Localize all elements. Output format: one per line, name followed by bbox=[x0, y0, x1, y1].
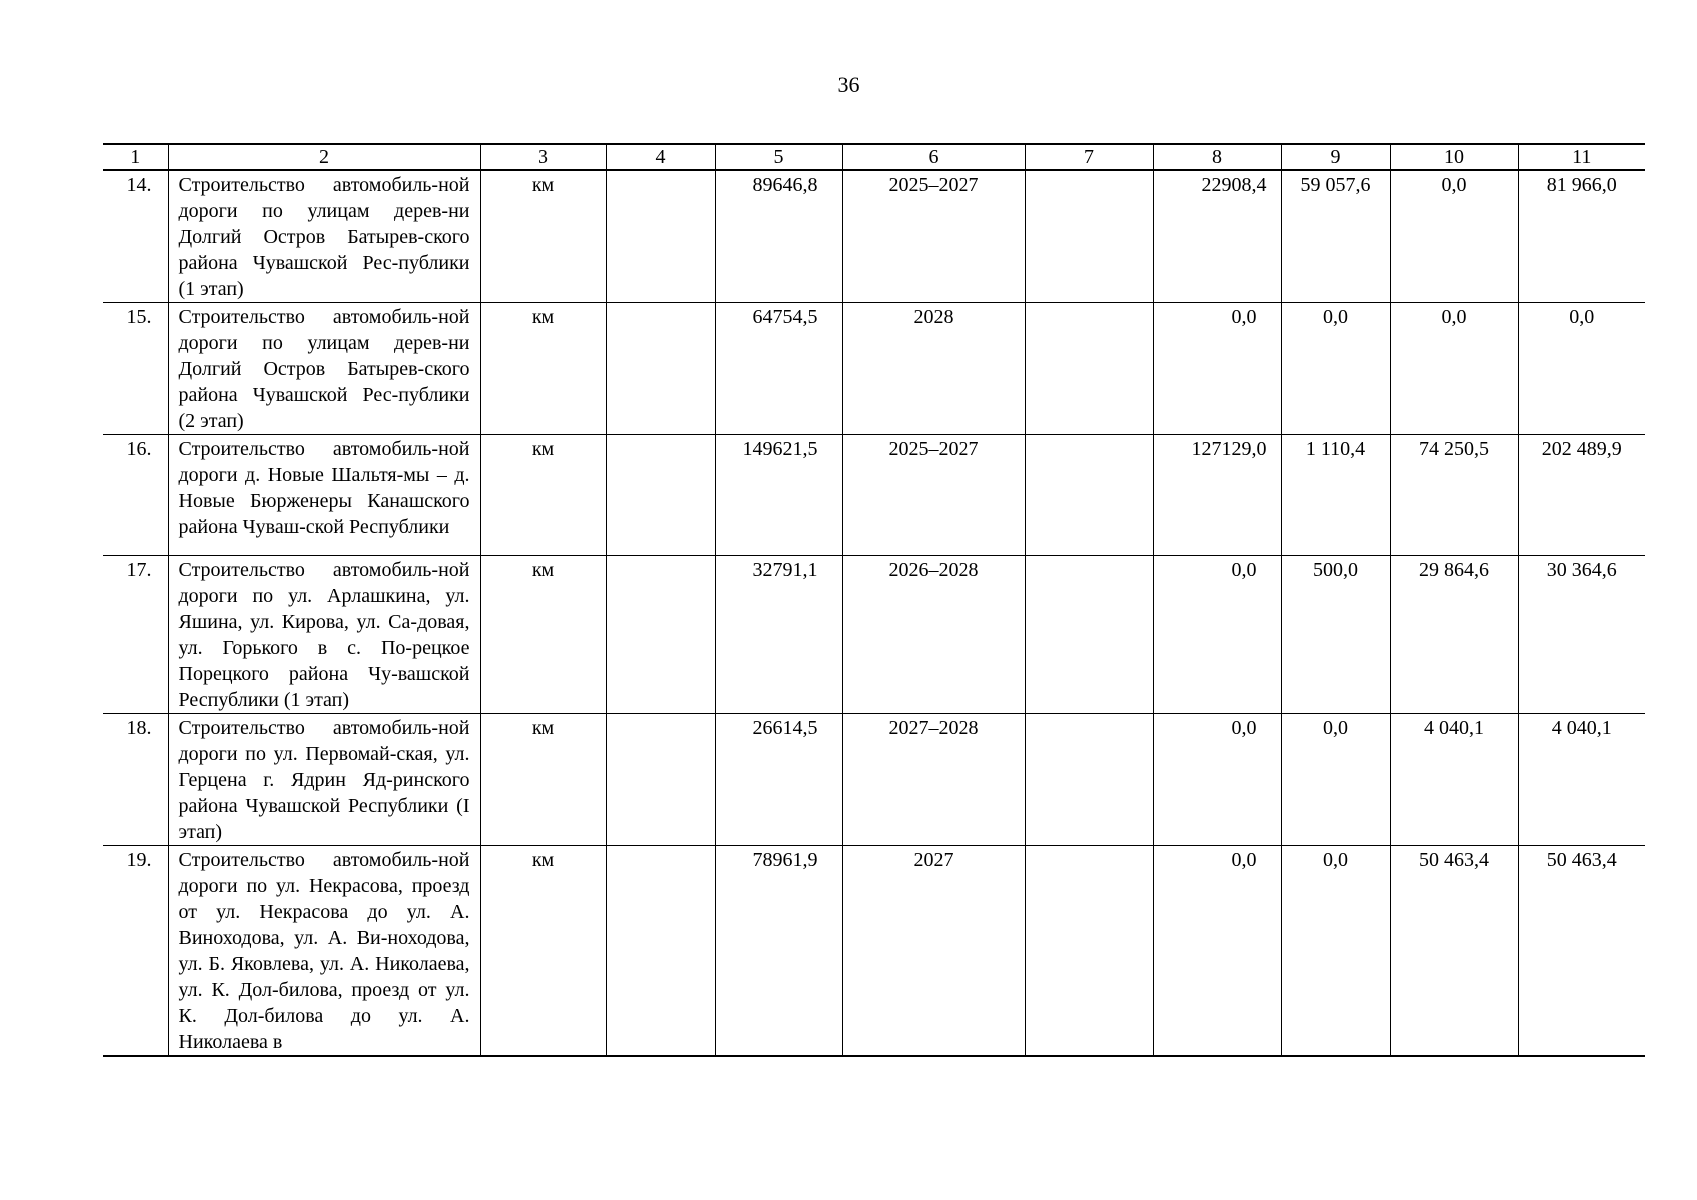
header-col-3: 3 bbox=[480, 144, 606, 170]
cell-col-11: 50 463,4 bbox=[1518, 846, 1645, 1057]
object-name: Строительство автомобиль-ной дороги по ул. Первомай-ская, ул. Герцена г. Ядрин Яд-ринского района Чувашской Республики (I этап) bbox=[168, 714, 480, 846]
table-row bbox=[103, 556, 1645, 714]
table-row bbox=[103, 303, 1645, 435]
header-col-2: 2 bbox=[168, 144, 480, 170]
cell-col-6: 2026–2028 bbox=[842, 556, 1025, 714]
cell-col-4 bbox=[606, 303, 715, 435]
unit-cell: км bbox=[480, 170, 606, 303]
cell-col-7 bbox=[1025, 303, 1153, 435]
cell-col-9: 500,0 bbox=[1281, 556, 1390, 714]
cell-col-4 bbox=[606, 556, 715, 714]
cell-col-11: 0,0 bbox=[1518, 303, 1645, 435]
header-col-10: 10 bbox=[1390, 144, 1518, 170]
cell-col-5: 26614,5 bbox=[715, 714, 842, 846]
cell-col-6: 2025–2027 bbox=[842, 170, 1025, 303]
cell-col-10: 4 040,1 bbox=[1390, 714, 1518, 846]
cell-col-9: 59 057,6 bbox=[1281, 170, 1390, 303]
cell-col-10: 0,0 bbox=[1390, 303, 1518, 435]
object-name: Строительство автомобиль-ной дороги по ул. Некрасова, проезд от ул. Некрасова до ул. А. Виноходова, ул. А. Ви-ноходова, ул. Б. Яковлева, ул. А. Николаева, ул. К. Дол-билова, проезд от ул. К. Дол-билова до ул. А. Николаева в bbox=[168, 846, 480, 1057]
table-row bbox=[103, 435, 1645, 556]
cell-col-7 bbox=[1025, 170, 1153, 303]
cell-col-5: 89646,8 bbox=[715, 170, 842, 303]
cell-col-10: 0,0 bbox=[1390, 170, 1518, 303]
row-number: 19. bbox=[103, 846, 168, 1057]
cell-col-6: 2028 bbox=[842, 303, 1025, 435]
object-name: Строительство автомобиль-ной дороги по ул. Арлашкина, ул. Яшина, ул. Кирова, ул. Са-довая, ул. Горького в с. По-рецкое Порецкого района Чу-вашской Республики (1 этап) bbox=[168, 556, 480, 714]
cell-col-10: 29 864,6 bbox=[1390, 556, 1518, 714]
cell-col-5: 78961,9 bbox=[715, 846, 842, 1057]
cell-col-9: 0,0 bbox=[1281, 303, 1390, 435]
cell-col-5: 32791,1 bbox=[715, 556, 842, 714]
cell-col-8: 22908,4 bbox=[1153, 170, 1281, 303]
object-name: Строительство автомобиль-ной дороги д. Новые Шальтя-мы – д. Новые Бюрженеры Канашского района Чуваш-ской Республики bbox=[168, 435, 480, 556]
cell-col-8: 0,0 bbox=[1153, 556, 1281, 714]
table-row bbox=[103, 846, 1645, 1057]
cell-col-8: 0,0 bbox=[1153, 303, 1281, 435]
header-col-7: 7 bbox=[1025, 144, 1153, 170]
cell-col-6: 2025–2027 bbox=[842, 435, 1025, 556]
cell-col-4 bbox=[606, 714, 715, 846]
cell-col-7 bbox=[1025, 435, 1153, 556]
cell-col-7 bbox=[1025, 556, 1153, 714]
cell-col-7 bbox=[1025, 714, 1153, 846]
cell-col-9: 0,0 bbox=[1281, 846, 1390, 1057]
unit-cell: км bbox=[480, 435, 606, 556]
cell-col-7 bbox=[1025, 846, 1153, 1057]
row-number: 15. bbox=[103, 303, 168, 435]
object-name: Строительство автомобиль-ной дороги по улицам дерев-ни Долгий Остров Батырев-ского района Чувашской Рес-публики (1 этап) bbox=[168, 170, 480, 303]
page-number: 36 bbox=[837, 72, 860, 97]
cell-col-5: 149621,5 bbox=[715, 435, 842, 556]
unit-cell: км bbox=[480, 556, 606, 714]
header-col-1: 1 bbox=[103, 144, 168, 170]
header-col-9: 9 bbox=[1281, 144, 1390, 170]
cell-col-11: 81 966,0 bbox=[1518, 170, 1645, 303]
unit-cell: км bbox=[480, 303, 606, 435]
header-col-4: 4 bbox=[606, 144, 715, 170]
row-number: 17. bbox=[103, 556, 168, 714]
cell-col-8: 0,0 bbox=[1153, 714, 1281, 846]
header-row bbox=[103, 144, 1645, 170]
cell-col-10: 50 463,4 bbox=[1390, 846, 1518, 1057]
unit-cell: км bbox=[480, 846, 606, 1057]
cell-col-8: 0,0 bbox=[1153, 846, 1281, 1057]
cell-col-8: 127129,0 bbox=[1153, 435, 1281, 556]
header-col-11: 11 bbox=[1518, 144, 1645, 170]
cell-col-4 bbox=[606, 435, 715, 556]
cell-col-10: 74 250,5 bbox=[1390, 435, 1518, 556]
unit-cell: км bbox=[480, 714, 606, 846]
table-row bbox=[103, 170, 1645, 303]
cell-col-6: 2027 bbox=[842, 846, 1025, 1057]
cell-col-6: 2027–2028 bbox=[842, 714, 1025, 846]
header-col-6: 6 bbox=[842, 144, 1025, 170]
cell-col-4 bbox=[606, 846, 715, 1057]
cell-col-11: 4 040,1 bbox=[1518, 714, 1645, 846]
cell-col-11: 30 364,6 bbox=[1518, 556, 1645, 714]
cell-col-11: 202 489,9 bbox=[1518, 435, 1645, 556]
table-row bbox=[103, 714, 1645, 846]
row-number: 14. bbox=[103, 170, 168, 303]
header-col-5: 5 bbox=[715, 144, 842, 170]
header-col-8: 8 bbox=[1153, 144, 1281, 170]
cell-col-4 bbox=[606, 170, 715, 303]
object-name: Строительство автомобиль-ной дороги по улицам дерев-ни Долгий Остров Батырев-ского района Чувашской Рес-публики (2 этап) bbox=[168, 303, 480, 435]
cell-col-9: 1 110,4 bbox=[1281, 435, 1390, 556]
cell-col-9: 0,0 bbox=[1281, 714, 1390, 846]
row-number: 18. bbox=[103, 714, 168, 846]
row-number: 16. bbox=[103, 435, 168, 556]
construction-table bbox=[103, 143, 1645, 1057]
cell-col-5: 64754,5 bbox=[715, 303, 842, 435]
